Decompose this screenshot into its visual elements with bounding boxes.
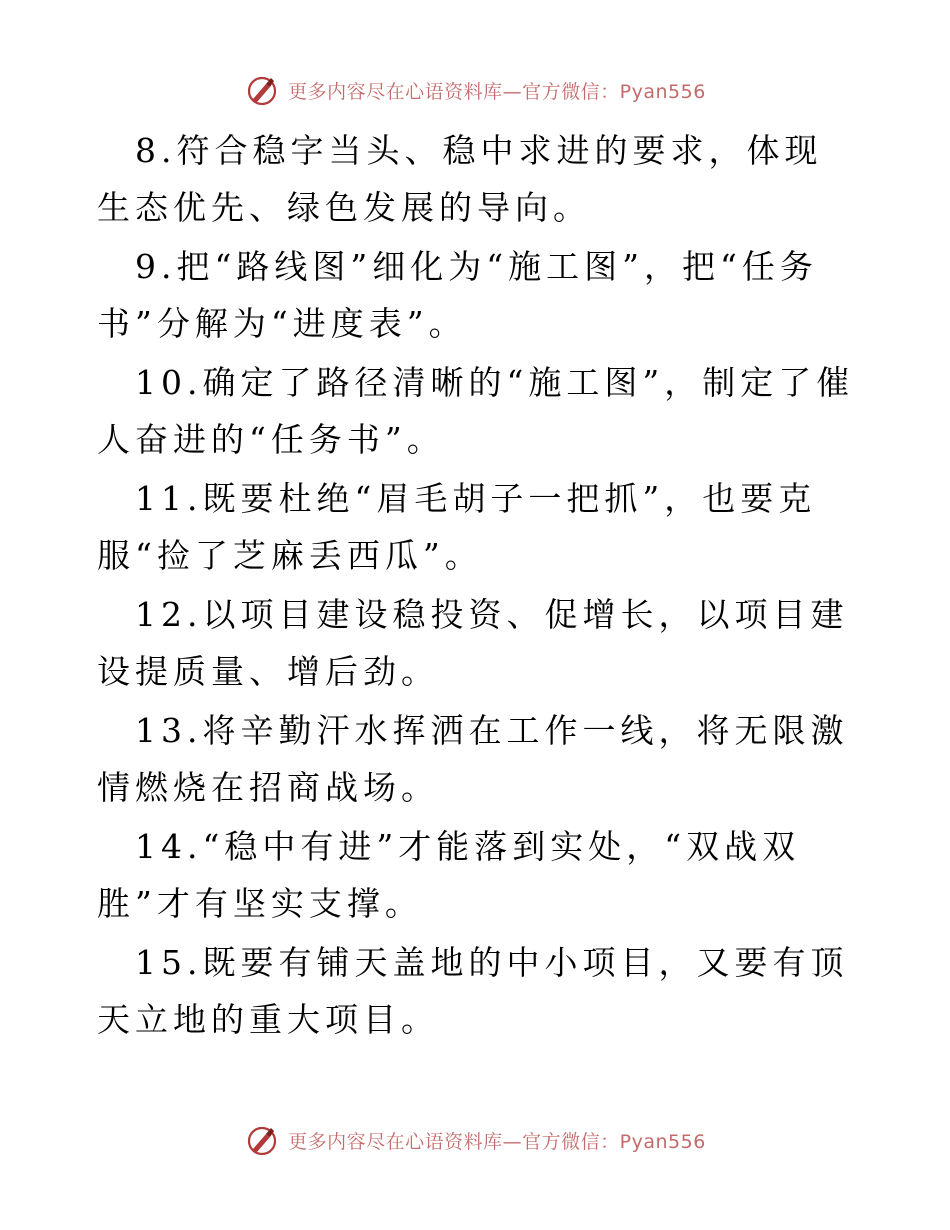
list-item: 10.确定了路径清晰的“施工图”，制定了催人奋进的“任务书”。 bbox=[97, 363, 855, 459]
header-banner bbox=[0, 68, 950, 112]
list-item: 13.将辛勤汗水挥洒在工作一线，将无限激情燃烧在招商战场。 bbox=[97, 711, 849, 807]
list-item: 11.既要杜绝“眉毛胡子一把抓”，也要克服“捡了芝麻丢西瓜”。 bbox=[97, 479, 817, 575]
list-item: 15.既要有铺天盖地的中小项目，又要有顶天立地的重大项目。 bbox=[97, 943, 849, 1039]
list-item: 9.把“路线图”细化为“施工图”，把“任务书”分解为“进度表”。 bbox=[97, 247, 818, 343]
document-body bbox=[97, 122, 857, 1048]
ink-pen-logo-icon bbox=[244, 1122, 280, 1158]
list-item: 8.符合稳字当头、稳中求进的要求，体现生态优先、绿色发展的导向。 bbox=[97, 131, 823, 227]
header-text: 更多内容尽在心语资料库—官方微信：Pyan556 bbox=[288, 80, 706, 103]
footer-text: 更多内容尽在心语资料库—官方微信：Pyan556 bbox=[288, 1130, 706, 1153]
list-item: 12.以项目建设稳投资、促增长，以项目建设提质量、增后劲。 bbox=[97, 595, 849, 691]
footer-banner bbox=[0, 1118, 950, 1162]
ink-pen-logo-icon bbox=[244, 72, 280, 108]
list-item: 14.“稳中有进”才能落到实处，“双战双胜”才有坚实支撑。 bbox=[97, 827, 801, 923]
